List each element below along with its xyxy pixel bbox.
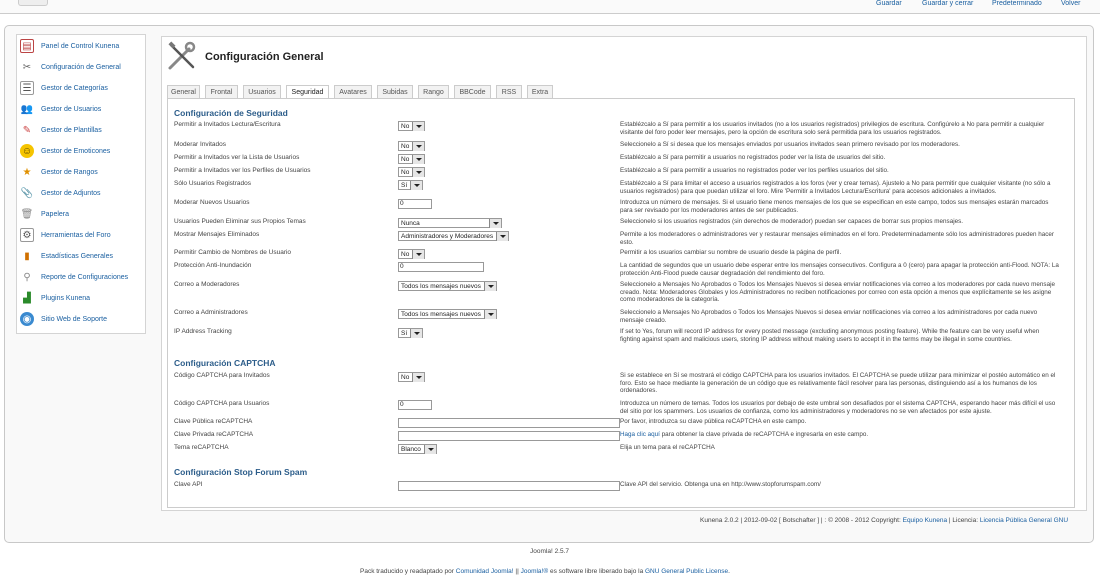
setting-description: Seleccionelo a Sí si desea que los mensajes enviados por usuarios invitados sean primero revisado por los moderadores. xyxy=(620,141,960,148)
credits xyxy=(360,568,730,575)
save-close-button[interactable]: Guardar y cerrar xyxy=(922,0,974,7)
recaptcha-theme-select[interactable] xyxy=(398,444,437,454)
setting-description: Establézcalo a Sí para permitir a usuarios no registrados poder ver la lista de usuarios del sitio. xyxy=(620,154,886,161)
recaptcha-link[interactable]: Haga clic aquí xyxy=(620,431,660,438)
section-title-captcha: Configuración CAPTCHA xyxy=(174,358,276,368)
recaptcha-private-key-input[interactable] xyxy=(398,431,620,441)
setting-label: Tema reCAPTCHA xyxy=(174,444,229,451)
tools-icon: ✂ xyxy=(22,61,32,73)
sidebar-item-stats[interactable] xyxy=(20,246,142,266)
sidebar-item-users[interactable] xyxy=(20,99,142,119)
users-icon: 👥 xyxy=(20,103,34,115)
sidebar-item-attachments[interactable] xyxy=(20,183,142,203)
setting-label: Permitir a Invitados ver los Perfiles de Usuarios xyxy=(174,167,311,174)
setting-label: IP Address Tracking xyxy=(174,328,232,335)
setting-label: Código CAPTCHA para Usuarios xyxy=(174,400,270,407)
api-key-input[interactable] xyxy=(398,481,620,491)
dropdown-arrow-icon xyxy=(412,142,424,151)
setting-label: Protección Anti-Inundación xyxy=(174,262,252,269)
setting-label: Clave API xyxy=(174,481,203,488)
tab-rss[interactable]: RSS xyxy=(496,85,522,99)
report-icon: ⚲ xyxy=(23,271,31,283)
select-value: Todos los mensajes nuevos xyxy=(401,282,481,290)
setting-description: If set to Yes, forum will record IP address for every posted message (excluding anonymous posting feature). While the feature can be very useful when fighting against spam and malicious users, storing IP address without making users to accept it in the terms may be illegal in some countries. xyxy=(620,328,1040,343)
sidebar-item-trash[interactable] xyxy=(20,204,142,224)
sidebar-item-label: Estadísticas Generales xyxy=(41,252,113,260)
tab-frontal[interactable]: Frontal xyxy=(205,85,238,99)
setting-description: Si se establece en Sí se mostrará el código CAPTCHA para los usuarios invitados. El CAPTCHA se puede utilizar para minimizar el postéo automático en el foro. Esto se hace mediante la generación de un código que es relativamente fácil resolver para las personas, distinguiendo así a los humanos de los ordenadores. xyxy=(620,372,1056,395)
stats-icon: ▮ xyxy=(24,250,30,262)
tab-general[interactable]: General xyxy=(167,85,200,99)
setting-label: Código CAPTCHA para Invitados xyxy=(174,372,270,379)
tab-extra[interactable]: Extra xyxy=(527,85,553,99)
sidebar-item-label: Gestor de Rangos xyxy=(41,168,98,176)
select-value: Sí xyxy=(401,181,408,189)
toolbar xyxy=(0,0,1100,14)
footer-version: Kunena 2.0.2 | 2012-09-02 [ Botschafter ] | : xyxy=(700,517,827,524)
setting-label: Usuarios Pueden Eliminar sus Propios Temas xyxy=(174,218,306,225)
sidebar-item-categories[interactable] xyxy=(20,78,142,98)
dashboard-icon: ▤ xyxy=(20,39,34,53)
setting-description: La cantidad de segundos que un usuario debe esperar entre los mensajes consecutivos. Configura a 0 (cero) para apagar la protección anti-Flood. NOTA: La protección Anti-Flood puede causar degradación del rendimiento del foro. xyxy=(620,262,1059,277)
select-value: Administradores y Moderadores xyxy=(401,232,494,240)
community-link[interactable]: Comunidad Joomla! xyxy=(455,568,514,575)
sidebar-item-label: Configuración de General xyxy=(41,63,121,71)
setting-description: Establézcalo a Sí para permitir a usuarios no registrados poder ver los perfiles usuarios del sitio. xyxy=(620,167,889,174)
sidebar-item-label: Panel de Control Kunena xyxy=(41,42,120,50)
sidebar-item-emoticons[interactable] xyxy=(20,141,142,161)
categories-icon: ☰ xyxy=(20,81,34,95)
attachment-icon: 📎 xyxy=(20,187,34,199)
sidebar-item-support[interactable] xyxy=(20,309,142,329)
setting-description: Establézcalo a Sí para limitar el acceso a usuarios registrados a los foros (ver y crear temas). Ajustelo a No para permitir que cualquier visitante (no sólo a usuarios registrados) para que puedan utilizar el foro. Mire 'Permitir a Invitados Lectura/Escritura' para accesos adicionales a invitados. xyxy=(620,180,1051,195)
sidebar-item-label: Gestor de Emoticones xyxy=(41,147,111,155)
delete-own-topics-select[interactable] xyxy=(398,218,502,228)
select-value: No xyxy=(401,168,410,176)
page-title: Configuración General xyxy=(205,51,324,63)
select-value: Todos los mensajes nuevos xyxy=(401,310,481,318)
setting-label: Moderar Invitados xyxy=(174,141,227,148)
captcha-guests-select[interactable] xyxy=(398,372,425,382)
default-button[interactable]: Predeterminado xyxy=(992,0,1042,7)
sidebar-item-tools[interactable] xyxy=(20,225,142,245)
footer-license-label: | Licencia: xyxy=(948,517,979,524)
footer-copyright: © 2008 - 2012 Copyright: xyxy=(828,517,901,524)
setting-description: Establézcalo a Sí para permitir a los usuarios invitados (no a los usuarios registrados) privilegios de escritura. Configúrelo a No para permitir a cualquier visitante del foro poder leer mensajes, pero la opción de escritura solo será permitida para los usuarios registrados. xyxy=(620,121,1045,136)
toolbar-handle[interactable] xyxy=(18,0,48,6)
joomla-version: Joomla! 2.5.7 xyxy=(530,548,570,555)
registered-only-select[interactable] xyxy=(398,180,423,190)
select-value: No xyxy=(401,142,410,150)
tab-bbcode[interactable]: BBCode xyxy=(454,85,491,99)
sidebar-item-label: Gestor de Adjuntos xyxy=(41,189,101,197)
tab-usuarios[interactable]: Usuarios xyxy=(243,85,281,99)
sidebar-item-label: Herramientas del Foro xyxy=(41,231,111,239)
setting-label: Mostrar Mensajes Eliminados xyxy=(174,231,260,238)
sidebar-item-label: Reporte de Configuraciones xyxy=(41,273,129,281)
dropdown-arrow-icon xyxy=(410,329,422,338)
section-title-security: Configuración de Seguridad xyxy=(174,108,288,118)
dropdown-arrow-icon xyxy=(489,219,501,228)
email-admins-select[interactable] xyxy=(398,309,497,319)
sidebar-item-plugins[interactable] xyxy=(20,288,142,308)
tools-icon xyxy=(167,41,197,71)
setting-label: Correo a Moderadores xyxy=(174,281,240,288)
license-link[interactable]: Licencia Pública General GNU xyxy=(979,517,1069,524)
setting-description: Permite a los moderadores o administradores ver y restaurar mensajes eliminados en el foro. Predeterminadamente sólo los administradores pueden hacer esto. xyxy=(620,231,1055,246)
setting-label: Sólo Usuarios Registrados xyxy=(174,180,251,187)
setting-description: Permitir a los usuarios cambiar su nombre de usuario desde la página de perfil. xyxy=(620,249,842,256)
select-value: Sí xyxy=(401,329,408,337)
dropdown-arrow-icon xyxy=(484,282,496,291)
sidebar-item-label: Gestor de Usuarios xyxy=(41,105,102,113)
dropdown-arrow-icon xyxy=(412,250,424,259)
email-moderators-select[interactable] xyxy=(398,281,497,291)
setting-label: Permitir Cambio de Nombres de Usuario xyxy=(174,249,292,256)
sidebar-item-label: Sitio Web de Soporte xyxy=(41,315,108,323)
captcha-users-input[interactable]: 0 xyxy=(398,400,432,410)
credits-text: Pack traducido y readaptado por xyxy=(360,568,454,575)
dropdown-arrow-icon xyxy=(412,168,424,177)
sidebar-item-label: Papelera xyxy=(41,210,70,218)
sidebar xyxy=(16,34,146,334)
setting-description: Elija un tema para el reCAPTCHA xyxy=(620,444,715,451)
setting-description: Seleccionelo si los usuarios registrados (sin derechos de moderador) puedan ser capaces de borrar sus propios mensajes. xyxy=(620,218,964,225)
select-value: No xyxy=(401,250,410,258)
kunena-footer xyxy=(700,517,1068,524)
description-text: para obtener la clave privada de reCAPTCHA e ingresarla en este campo. xyxy=(659,431,869,438)
moderate-guests-select[interactable] xyxy=(398,141,425,151)
setting-description: Introduzca un número de mensajes. Si el usuario tiene menos mensajes de los que se especifican en este campo, todos sus mensajes estarán marcados para ser revisado por los moderadores antes de ser publicados. xyxy=(620,199,1049,214)
credits-separator: || xyxy=(515,568,519,575)
select-value: No xyxy=(401,122,410,130)
kunena-team-link[interactable]: Equipo Kunena xyxy=(902,517,948,524)
sidebar-item-label: Plugins Kunena xyxy=(41,294,91,302)
sidebar-item-dashboard[interactable] xyxy=(20,36,142,56)
setting-label: Clave Pública reCAPTCHA xyxy=(174,418,253,425)
username-change-select[interactable] xyxy=(398,249,425,259)
credits-text: es software libre liberado bajo la xyxy=(549,568,644,575)
credits-end: . xyxy=(728,568,730,575)
dropdown-arrow-icon xyxy=(412,122,424,131)
trash-icon: 🗑 xyxy=(20,208,34,220)
plugins-icon: ▟ xyxy=(23,292,31,304)
ip-tracking-select[interactable] xyxy=(398,328,423,338)
guest-write-select[interactable] xyxy=(398,121,425,131)
dropdown-arrow-icon xyxy=(424,445,436,454)
sidebar-item-report[interactable] xyxy=(20,267,142,287)
dropdown-arrow-icon xyxy=(412,373,424,382)
setting-label: Moderar Nuevos Usuarios xyxy=(174,199,250,206)
setting-description: Clave API del servicio. Obtenga una en http://www.stopforumspam.com/ xyxy=(620,481,821,488)
guest-profiles-select[interactable] xyxy=(398,167,425,177)
sidebar-item-label: Gestor de Plantillas xyxy=(41,126,102,134)
dropdown-arrow-icon xyxy=(410,181,422,190)
select-value: Blanco xyxy=(401,445,421,453)
setting-description: Seleccionelo a Mensajes No Aprobados o Todos los Mensajes Nuevos si desea enviar notificaciones vía correo a los administradores por cada nuevo mensaje creado. xyxy=(620,309,1038,324)
select-value: No xyxy=(401,373,410,381)
sidebar-item-label: Gestor de Categorías xyxy=(41,84,108,92)
smiley-icon: ☺ xyxy=(21,145,33,157)
recaptcha-public-key-input[interactable] xyxy=(398,418,620,428)
setting-label: Permitir a Invitados Lectura/Escritura xyxy=(174,121,281,128)
dropdown-arrow-icon xyxy=(412,155,424,164)
show-deleted-select[interactable] xyxy=(398,231,509,241)
setting-description xyxy=(620,431,1060,439)
setting-label: Clave Privada reCAPTCHA xyxy=(174,431,254,438)
sidebar-item-config[interactable] xyxy=(20,57,142,77)
tab-rango[interactable]: Rango xyxy=(418,85,449,99)
tab-avatares[interactable]: Avatares xyxy=(334,85,372,99)
tab-subidas[interactable]: Subidas xyxy=(377,85,413,99)
setting-label: Permitir a Invitados ver la Lista de Usuarios xyxy=(174,154,300,161)
setting-label: Correo a Administradores xyxy=(174,309,248,316)
dropdown-arrow-icon xyxy=(496,232,508,241)
anti-flood-input[interactable]: 0 xyxy=(398,262,484,272)
section-title-spam: Configuración Stop Forum Spam xyxy=(174,467,308,477)
forum-tools-icon: ⚙ xyxy=(20,228,34,242)
setting-description: Seleccionelo a Mensajes No Aprobados o Todos los Mensajes Nuevos si desea enviar notificaciones vía correo a los moderadores por cada nuevo mensaje creado. Nota: Moderadores Globales y los Administradores no reciben notificaciones por correo con esta opción a menos que explícitamente se les asigne como moderadores de la categoría. xyxy=(620,281,1055,304)
tab-seguridad[interactable]: Seguridad xyxy=(286,85,329,100)
save-button[interactable]: Guardar xyxy=(876,0,902,7)
gpl-link[interactable]: GNU General Public License xyxy=(645,568,729,575)
guest-userlist-select[interactable] xyxy=(398,154,425,164)
sidebar-item-templates[interactable] xyxy=(20,120,142,140)
sidebar-item-ranks[interactable] xyxy=(20,162,142,182)
dropdown-arrow-icon xyxy=(484,310,496,319)
setting-description: Introduzca un número de temas. Todos los usuarios por debajo de este umbral son desafiados por el sistema CAPTCHA, esperando hacer más difícil el uso del sitio por los spammers. Los usuarios de confianza, como los administradores y moderadores no se ven afectados por este ajuste. xyxy=(620,400,1056,415)
back-button[interactable]: Volver xyxy=(1061,0,1081,7)
setting-description: Por favor, introduzca su clave pública reCAPTCHA en este campo. xyxy=(620,418,807,425)
star-icon: ★ xyxy=(22,166,32,178)
select-value: No xyxy=(401,155,410,163)
moderate-new-users-input[interactable]: 0 xyxy=(398,199,432,209)
select-value: Nunca xyxy=(401,219,420,227)
globe-icon: ◉ xyxy=(20,312,34,326)
brush-icon: ✎ xyxy=(22,124,32,136)
joomla-link[interactable]: Joomla!® xyxy=(520,568,549,575)
